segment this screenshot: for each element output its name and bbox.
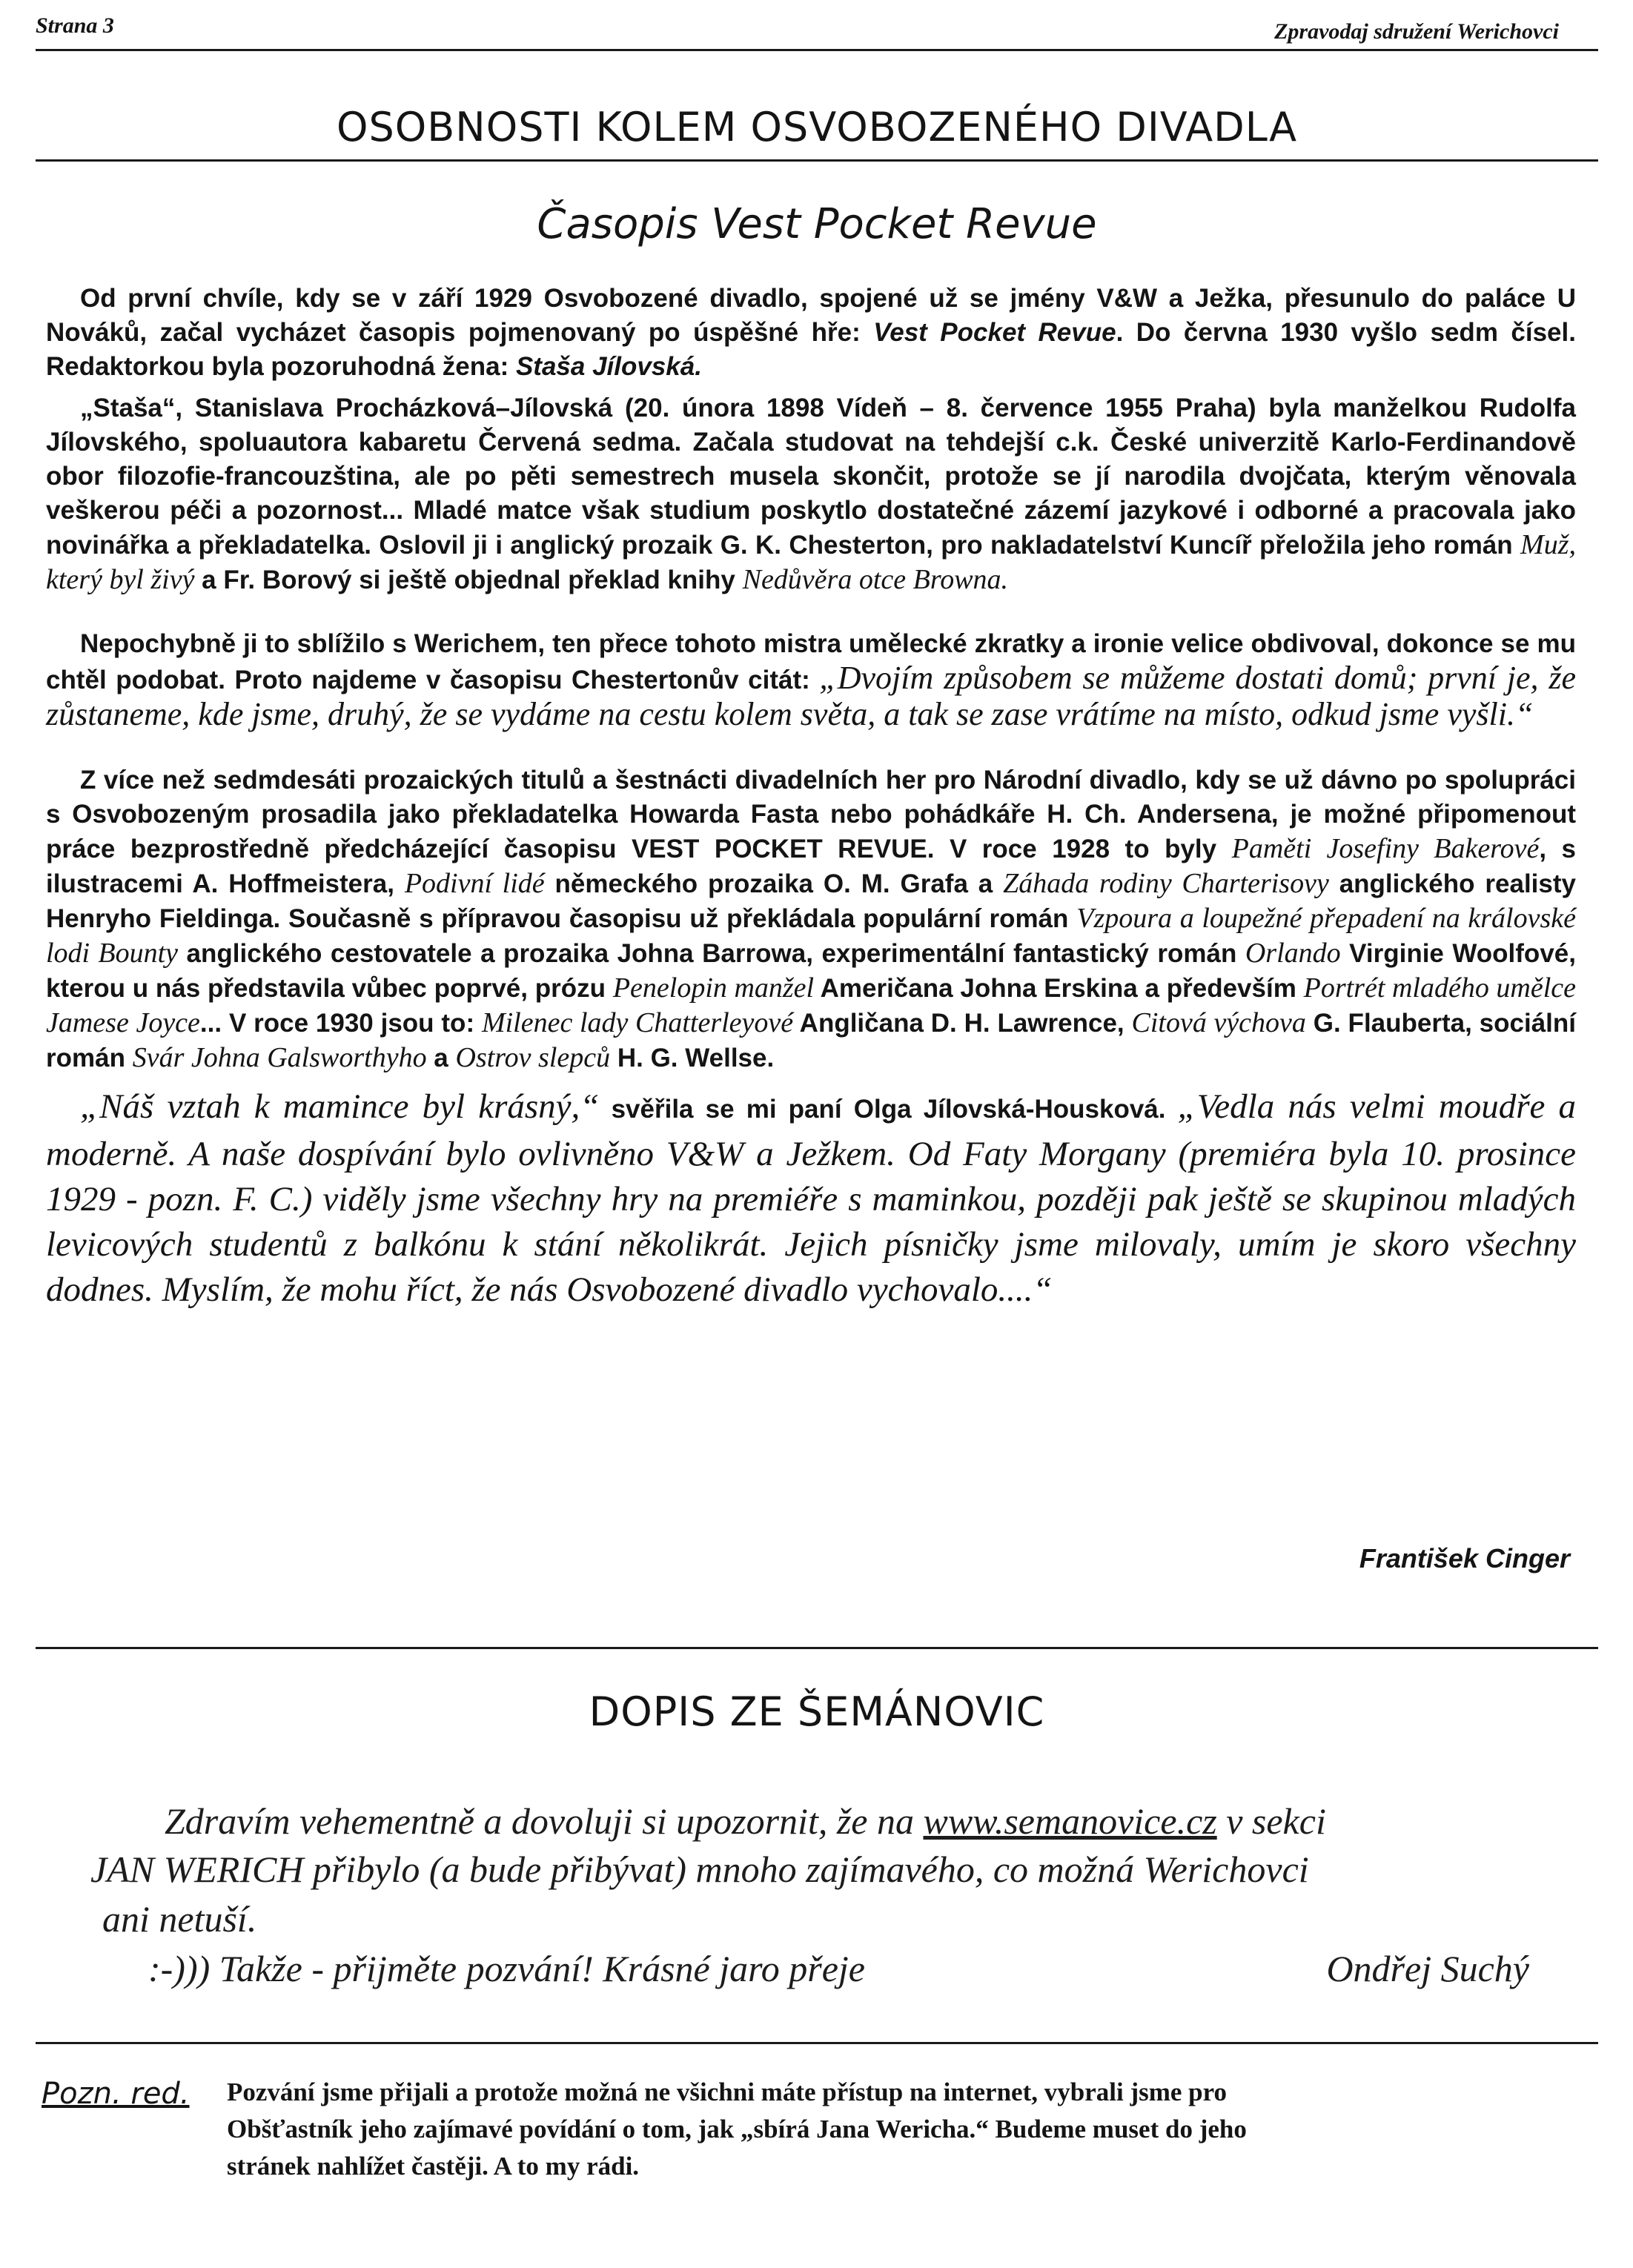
editor-note-line-2: Obšťastník jeho zajímavé povídání o tom, jak „sbírá Jana Wericha.“ Budeme muset do jeho [227, 2115, 1247, 2143]
newsletter-title: Zpravodaj sdružení Werichovci [1274, 19, 1559, 44]
editor-note-line-1: Pozvání jsme přijali a protože možná ne všichni máte přístup na internet, vybrali jsme pro [227, 2078, 1228, 2106]
website-link[interactable]: www.semanovice.cz [923, 1800, 1217, 1842]
letter-line-4: :-))) Takže - přijměte pozvání! Krásné jaro přeje [148, 1948, 865, 1989]
article-author: František Cinger [1359, 1543, 1570, 1574]
letter-line-1: Zdravím vehementně a dovoluji si upozornit, že na www.semanovice.cz v sekci [165, 1800, 1326, 1842]
title-rule [36, 159, 1598, 162]
article-body [46, 282, 1576, 1313]
letter-title: DOPIS ZE ŠEMÁNOVIC [589, 1688, 1045, 1735]
paragraph-5: „Náš vztah k mamince byl krásný,“ svěřila se mi paní Olga Jílovská-Housková. „Vedla nás velmi moudře a moderně. A naše dospívání bylo ovlivněno V&W a Ježkem. Od Faty Morgany (premiéra byla 10. prosince 1929 - pozn. F. C.) viděly jsme všechny hry na premiéře s maminkou, později pak ještě se skupinou mladých levicových studentů z balkónu k stání několikrát. Jejich písničky jsme milovaly, umím je skoro všechny dodnes. Myslím, že mohu říct, že nás Osvobozené divadlo vychovalo....“ [46, 1087, 1577, 1309]
editor-note-line-3: stránek nahlížet častěji. A to my rádi. [227, 2152, 640, 2181]
paragraph-4: Z více než sedmdesáti prozaických titulů a šestnácti divadelních her pro Národní divadlo, kdy se už dávno po spolupráci s Osvobozeným prosadila jako překladatelka Howarda Fasta nebo pohádkáře H. Ch. Andersena, je možné připomenout práce bezprostředně předcházející časopisu VEST POCKET REVUE. V roce 1928 to byly Paměti Josefiny Bakerové, s ilustracemi A. Hoffmeistera, Podivní lidé německého prozaika O. M. Grafa a Záhada rodiny Charterisovy anglického realisty Henryho Fieldinga. Současně s přípravou časopisu už překládala populární román Vzpoura a loupežné přepadení na královské lodi Bounty anglického cestovatele a prozaika Johna Barrowa, experimentální fantastický román Orlando Virginie Woolfové, kterou u nás představila vůbec poprvé, prózu Penelopin manžel Američana Johna Erskina a především Portrét mladého umělce Jamese Joyce... V roce 1930 jsou to: Milenec lady Chatterleyové Angličana D. H. Lawrence, Citová výchova G. Flauberta, sociální román Svár Johna Galsworthyho a Ostrov slepců H. G. Wellse. [46, 766, 1577, 1073]
letter-divider [36, 2042, 1598, 2044]
article-subtitle: Časopis Vest Pocket Revue [537, 200, 1097, 248]
letter-signature: Ondřej Suchý [1326, 1948, 1529, 1989]
header-rule [36, 49, 1598, 51]
paragraph-2: „Staša“, Stanislava Procházková–Jílovská (20. února 1898 Vídeň – 8. července 1955 Praha) byla manželkou Rudolfa Jílovského, spoluautora kabaretu Červená sedma. Začala studovat na tehdejší c.k. České univerzitě Karlo-Ferdinandově obor filozofie-francouzština, ale po pěti semestrech musela skončit, protože se jí narodila dvojčata, kterým věnovala veškerou péči a pozornost... Mladé matce však studium poskytlo dostatečné zázemí jazykové i odborné a pracovala jako novinářka a překladatelka. Oslovil ji i anglický prozaik G. K. Chesterton, pro nakladatelství Kuncíř přeložila jeho román Muž, který byl živý a Fr. Borový si ještě objednal překlad knihy Nedůvěra otce Browna. [46, 394, 1576, 595]
paragraph-3: Nepochybně ji to sblížilo s Werichem, ten přece tohoto mistra umělecké zkratky a ironie velice obdivoval, dokonce se mu chtěl podobat. Proto najdeme v časopisu Chestertonův citát: „Dvojím způsobem se můžeme dostati domů; první je, že zůstaneme, kde jsme, druhý, že se vydáme na cestu kolem světa, a tak se zase vrátíme na místo, odkud jsme vyšli.“ [46, 629, 1576, 732]
letter-line-3: ani netuší. [102, 1898, 257, 1940]
article-title: OSOBNOSTI KOLEM OSVOBOZENÉHO DIVADLA [336, 104, 1298, 150]
letter-line-2: JAN WERICH přibylo (a bude přibývat) mnoho zajímavého, co možná Werichovci [90, 1848, 1309, 1890]
paragraph-1: Od první chvíle, kdy se v září 1929 Osvobozené divadlo, spojené už se jmény V&W a Ježka, přesunulo do paláce U Nováků, začal vycházet časopis pojmenovaný po úspěšné hře: Vest Pocket Revue. Do června 1930 vyšlo sedm čísel. Redaktorkou byla pozoruhodná žena: Staša Jílovská. [46, 284, 1576, 381]
page-number: Strana 3 [36, 13, 114, 38]
editor-note-label: Pozn. red. [42, 2077, 190, 2111]
section-divider [36, 1647, 1598, 1649]
